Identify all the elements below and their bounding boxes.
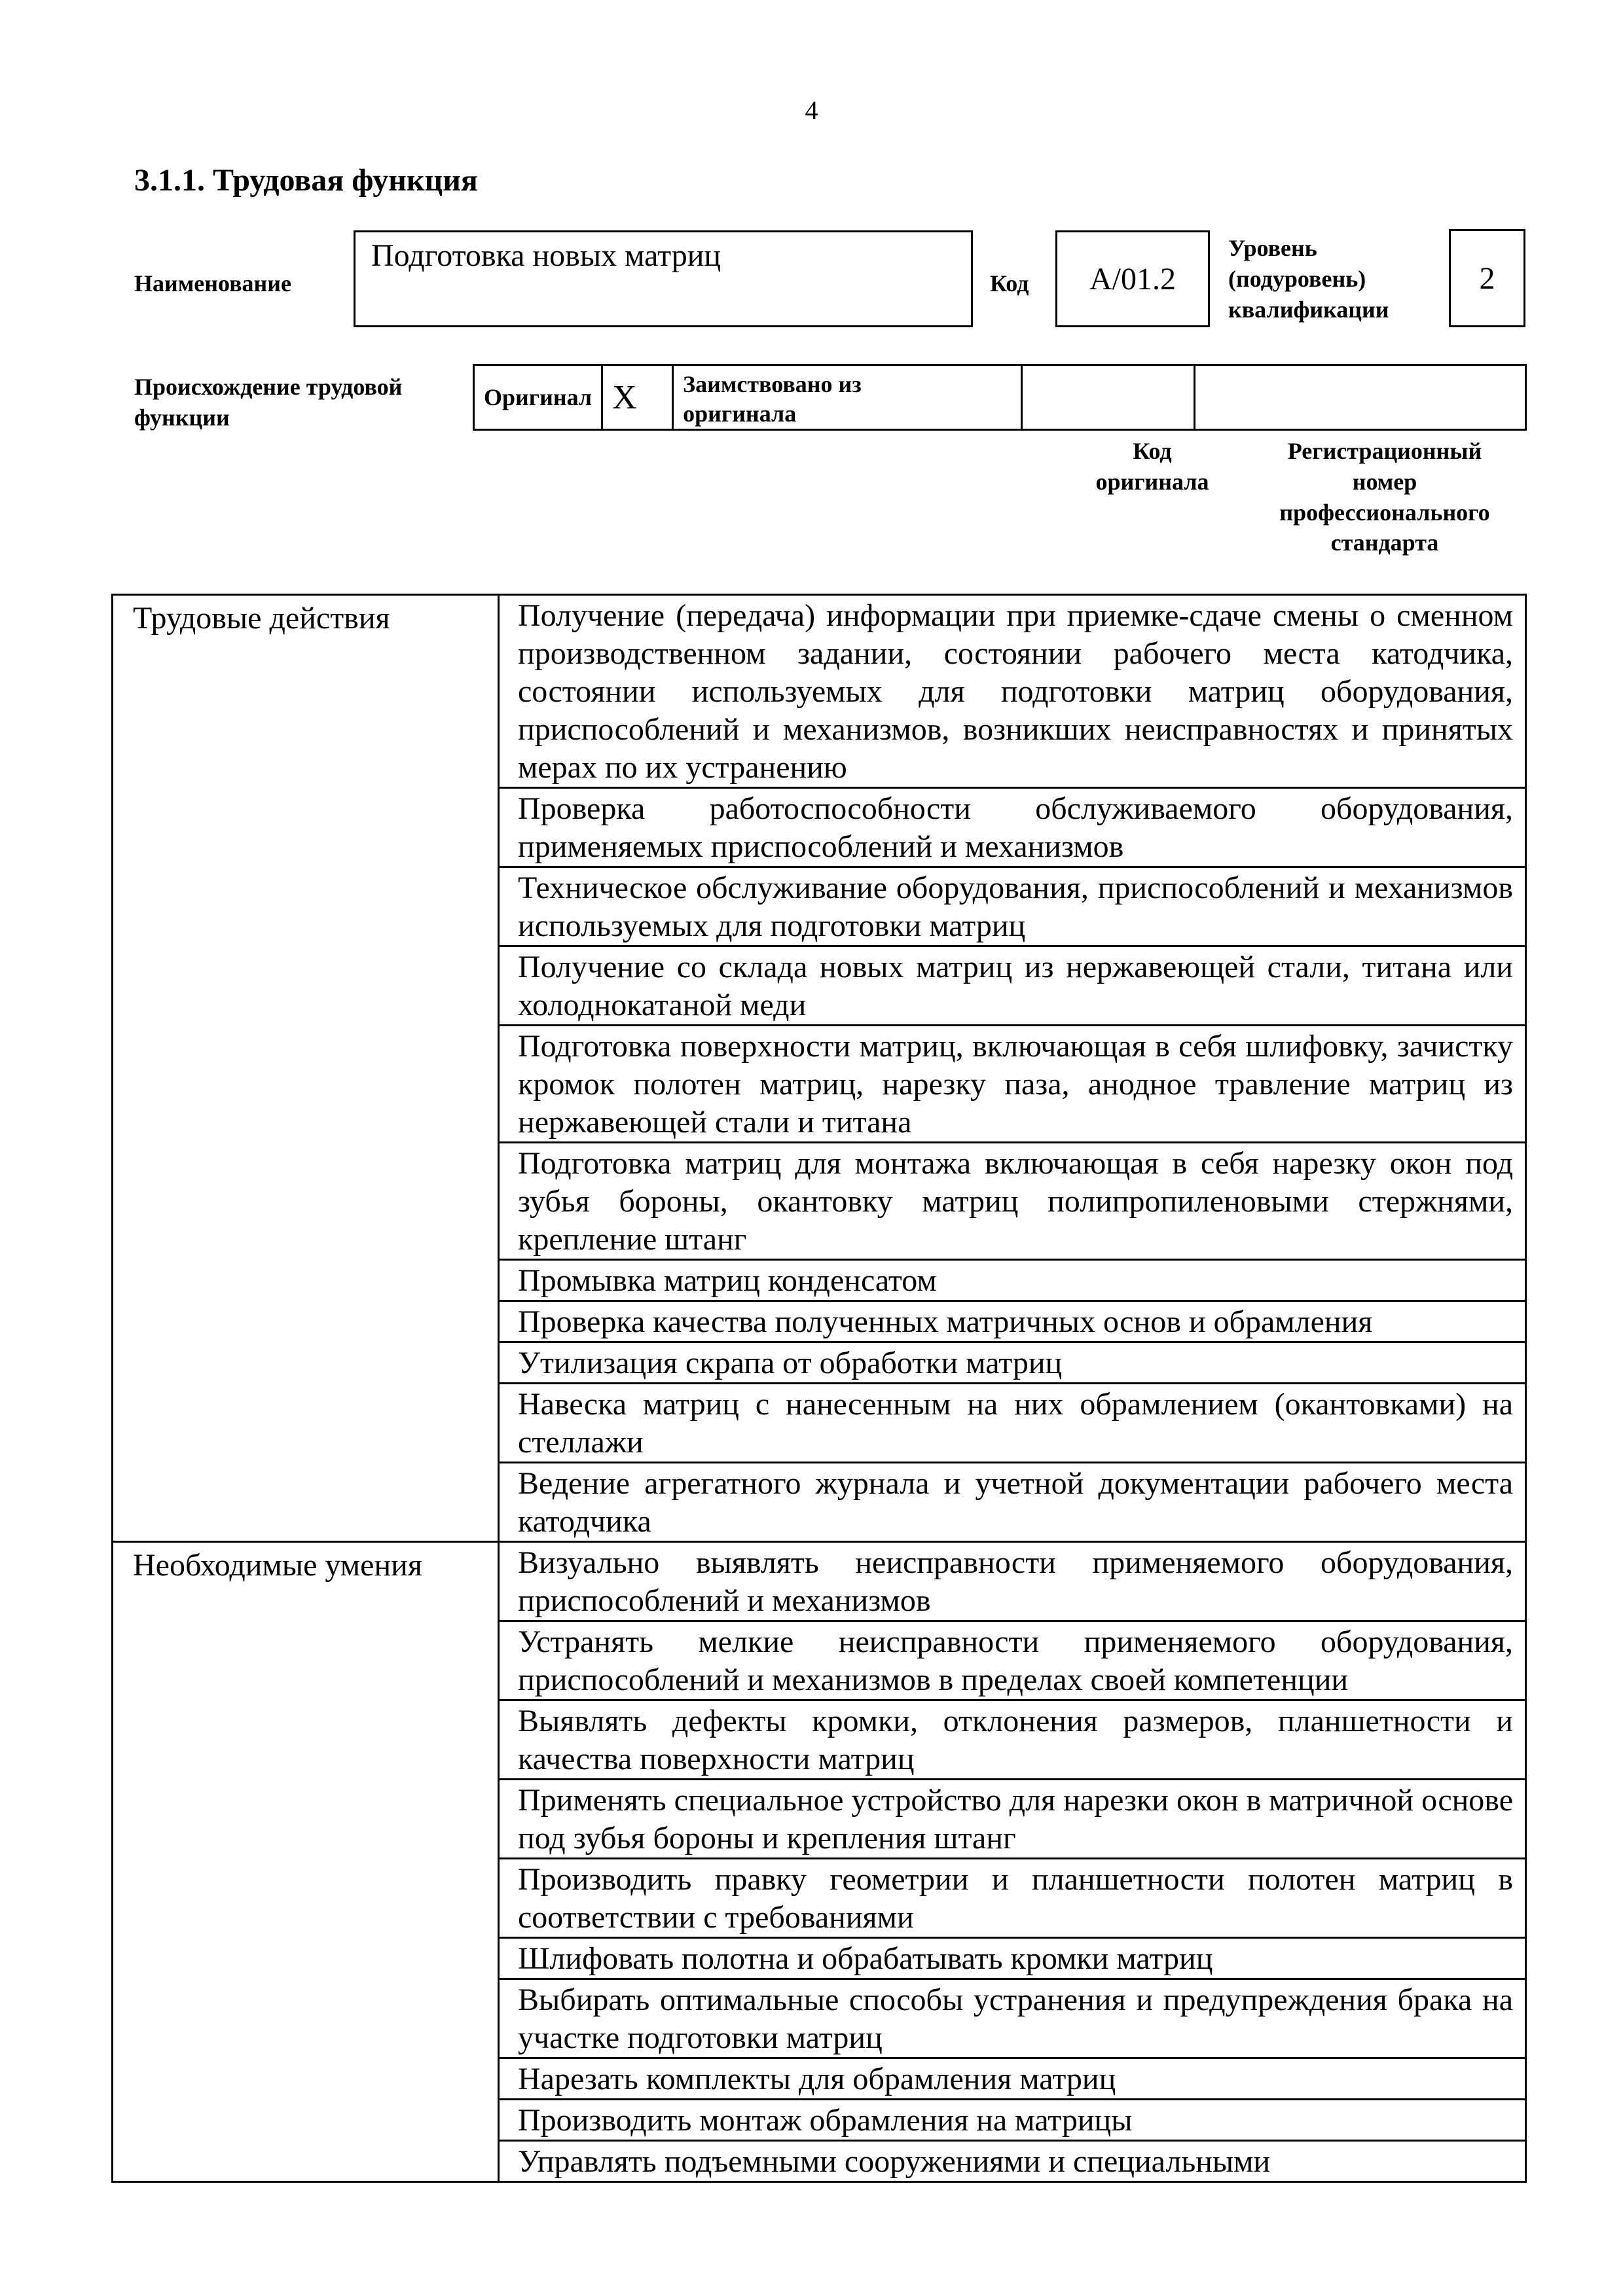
table-item: Устранять мелкие неисправности применяемого оборудования, приспособлений и механизмов в пределах своей компетенции xyxy=(499,1621,1526,1700)
table-item: Шлифовать полотна и обрабатывать кромки матриц xyxy=(499,1938,1526,1979)
caption-line: Регистрационный xyxy=(1287,438,1482,464)
origin-table xyxy=(473,364,1527,431)
name-field: Подготовка новых матриц xyxy=(354,230,973,327)
table-item: Выявлять дефекты кромки, отклонения размеров, планшетности и качества поверхности матриц xyxy=(499,1700,1526,1780)
table-item: Получение (передача) информации при приемке-сдаче смены о сменном производственном задании, состоянии рабочего места катодчика, состоянии используемых для подготовки матриц оборудования, приспособлений и механизмов, возникших неисправностях и принятых мерах по их устранению xyxy=(499,595,1526,788)
table-item: Проверка качества полученных матричных основ и обрамления xyxy=(499,1301,1526,1342)
table-item: Применять специальное устройство для нарезки окон в матричной основе под зубья бороны и крепления штанг xyxy=(499,1780,1526,1859)
table-item: Получение со склада новых матриц из нержавеющей стали, титана или холоднокатаной меди xyxy=(499,946,1526,1026)
table-item: Проверка работоспособности обслуживаемого оборудования, применяемых приспособлений и механизмов xyxy=(499,788,1526,867)
level-label-line: квалификации xyxy=(1228,296,1389,323)
table-row xyxy=(113,1542,1526,1621)
code-field: A/01.2 xyxy=(1055,230,1210,327)
origin-label xyxy=(134,372,402,433)
table-item: Навеска матриц с нанесенным на них обрамлением (окантовками) на стеллажи xyxy=(499,1384,1526,1463)
borrowed-label-line: Заимствовано из xyxy=(683,371,862,397)
caption-line: оригинала xyxy=(1095,468,1209,495)
caption-original-code xyxy=(1066,436,1239,497)
table-item: Визуально выявлять неисправности применяемого оборудования, приспособлений и механизмов xyxy=(499,1542,1526,1621)
section-label: Необходимые умения xyxy=(113,1542,499,2182)
origin-label-line: функции xyxy=(134,404,230,431)
caption-line: профессионального xyxy=(1279,499,1490,526)
table-item: Нарезать комплекты для обрамления матриц xyxy=(499,2058,1526,2100)
page-number: 4 xyxy=(805,96,818,125)
borrowed-label-line: оригинала xyxy=(683,401,797,427)
caption-registration-number xyxy=(1244,436,1525,558)
caption-line: Код xyxy=(1133,438,1172,464)
name-label: Наименование xyxy=(134,270,291,296)
table-item: Техническое обслуживание оборудования, приспособлений и механизмов используемых для подготовки матриц xyxy=(499,867,1526,946)
table-item: Производить правку геометрии и планшетности полотен матриц в соответствии с требованиями xyxy=(499,1859,1526,1938)
table-item: Выбирать оптимальные способы устранения и предупреждения брака на участке подготовки матриц xyxy=(499,1979,1526,2058)
level-label-line: Уровень xyxy=(1228,235,1317,261)
level-field: 2 xyxy=(1449,229,1525,327)
labor-function-table xyxy=(111,594,1527,2183)
code-label: Код xyxy=(990,270,1029,296)
registration-number-cell xyxy=(1195,365,1526,430)
original-mark: X xyxy=(602,365,673,430)
borrowed-label xyxy=(673,365,1022,430)
origin-label-line: Происхождение трудовой xyxy=(134,374,403,400)
table-row xyxy=(113,595,1526,788)
section-title: 3.1.1. Трудовая функция xyxy=(134,163,478,198)
section-label: Трудовые действия xyxy=(113,595,499,1542)
level-label-line: (подуровень) xyxy=(1228,265,1366,292)
table-item: Утилизация скрапа от обработки матриц xyxy=(499,1342,1526,1384)
original-code-cell xyxy=(1022,365,1195,430)
level-label xyxy=(1228,233,1389,325)
table-item: Подготовка матриц для монтажа включающая в себя нарезку окон под зубья бороны, окантовку матриц полипропиленовыми стержнями, крепление штанг xyxy=(499,1143,1526,1260)
table-item: Ведение агрегатного журнала и учетной документации рабочего места катодчика xyxy=(499,1463,1526,1542)
caption-line: номер xyxy=(1352,468,1417,495)
original-label: Оригинал xyxy=(474,365,602,430)
table-item: Промывка матриц конденсатом xyxy=(499,1260,1526,1301)
table-item: Подготовка поверхности матриц, включающая в себя шлифовку, зачистку кромок полотен матриц, нарезку паза, анодное травление матриц из нержавеющей стали и титана xyxy=(499,1026,1526,1143)
caption-line: стандарта xyxy=(1330,529,1439,556)
table-item: Производить монтаж обрамления на матрицы xyxy=(499,2100,1526,2141)
table-item: Управлять подъемными сооружениями и специальными xyxy=(499,2141,1526,2182)
